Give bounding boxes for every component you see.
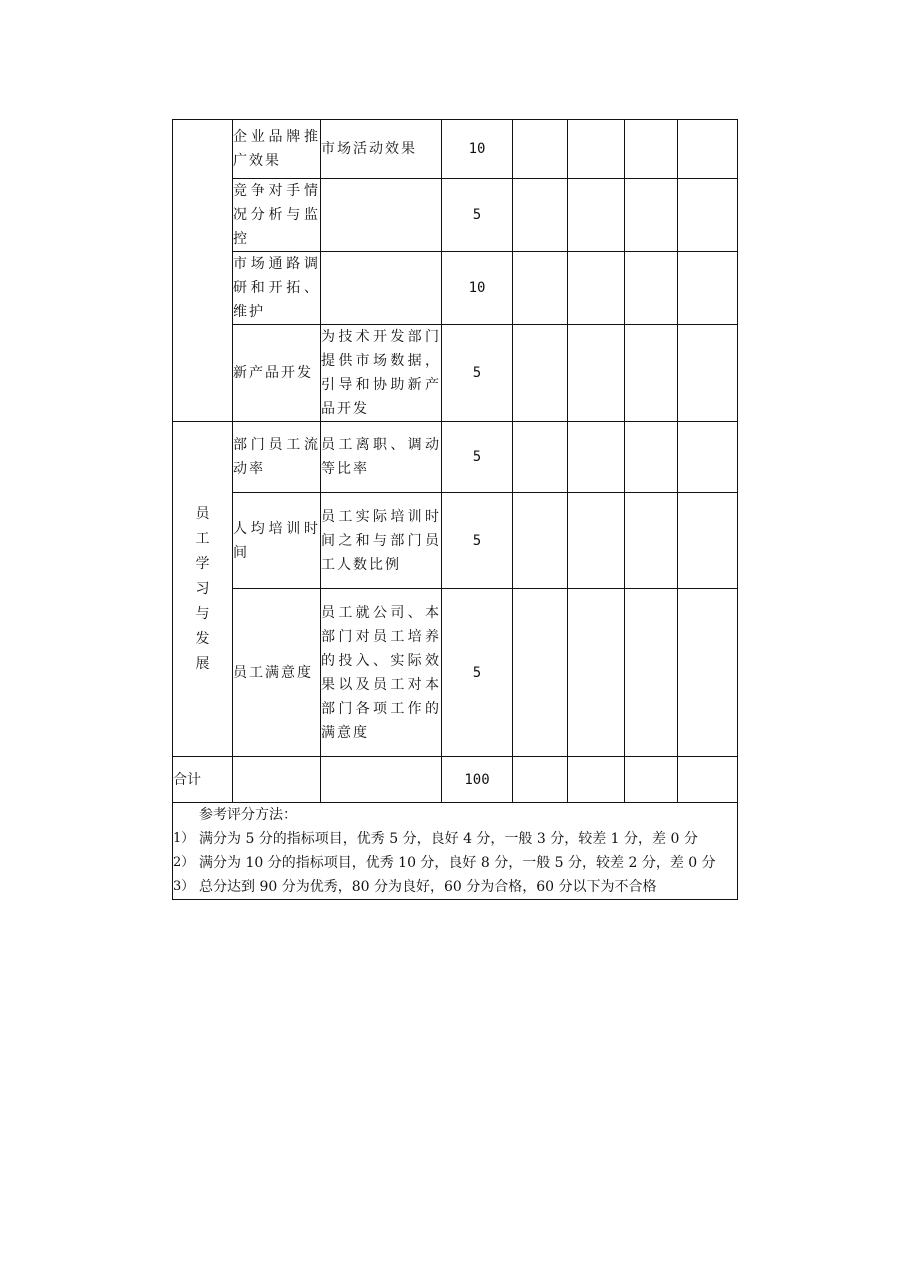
category-char: 工 — [195, 530, 210, 547]
blank-cell — [625, 325, 678, 422]
blank-cell — [513, 493, 568, 589]
indicator-description — [321, 179, 442, 252]
blank-cell — [625, 252, 678, 325]
category-char: 发 — [195, 630, 210, 647]
blank-cell — [568, 589, 625, 757]
blank-cell — [513, 179, 568, 252]
note-item — [173, 875, 737, 899]
blank-cell — [568, 757, 625, 803]
note-text: 总分达到 90 分为优秀，80 分为良好，60 分为合格，60 分以下为不合格 — [199, 879, 657, 895]
indicator-name: 市场通路调研和开拓、维护 — [233, 252, 321, 325]
note-item — [173, 851, 737, 875]
table-row — [173, 252, 738, 325]
table-row — [173, 120, 738, 179]
blank-cell — [625, 120, 678, 179]
indicator-score: 5 — [442, 179, 513, 252]
blank-cell — [568, 493, 625, 589]
blank-cell — [513, 325, 568, 422]
indicator-description: 市场活动效果 — [321, 120, 442, 179]
category-label — [195, 502, 211, 677]
indicator-score: 5 — [442, 422, 513, 493]
blank-cell — [625, 179, 678, 252]
note-number: 2） — [173, 855, 195, 870]
indicator-name: 人均培训时间 — [233, 493, 321, 589]
indicator-score: 5 — [442, 493, 513, 589]
category-cell-learning — [173, 422, 233, 757]
note-number: 1） — [173, 831, 195, 846]
blank-cell — [568, 120, 625, 179]
indicator-score: 5 — [442, 589, 513, 757]
scoring-notes — [173, 803, 738, 900]
category-char: 学 — [195, 555, 210, 572]
blank-cell — [678, 325, 738, 422]
table-row — [173, 422, 738, 493]
indicator-description — [321, 252, 442, 325]
indicator-name: 企业品牌推广效果 — [233, 120, 321, 179]
indicator-score: 5 — [442, 325, 513, 422]
indicator-score: 10 — [442, 252, 513, 325]
table-row — [173, 493, 738, 589]
blank-cell — [678, 589, 738, 757]
blank-cell — [568, 252, 625, 325]
blank-cell — [678, 422, 738, 493]
note-text: 满分为 5 分的指标项目，优秀 5 分，良好 4 分，一般 3 分，较差 1 分，差 0 分 — [199, 831, 698, 847]
kpi-table — [172, 119, 738, 900]
indicator-name: 竞争对手情况分析与监控 — [233, 179, 321, 252]
blank-cell — [678, 120, 738, 179]
note-item — [173, 827, 737, 851]
category-char: 与 — [195, 605, 210, 622]
total-score: 100 — [442, 757, 513, 803]
kpi-table-section — [172, 119, 737, 900]
total-label: 合计 — [173, 757, 233, 803]
blank-cell — [513, 120, 568, 179]
indicator-name: 新产品开发 — [233, 325, 321, 422]
category-char: 展 — [195, 655, 210, 672]
category-char: 习 — [195, 580, 210, 597]
blank-cell — [678, 252, 738, 325]
blank-cell — [513, 422, 568, 493]
blank-cell — [625, 493, 678, 589]
blank-cell — [513, 757, 568, 803]
indicator-description: 员工就公司、本部门对员工培养的投入、实际效果以及员工对本部门各项工作的满意度 — [321, 589, 442, 757]
indicator-score: 10 — [442, 120, 513, 179]
blank-cell — [678, 493, 738, 589]
indicator-name: 部门员工流动率 — [233, 422, 321, 493]
note-number: 3） — [173, 879, 195, 894]
table-row — [173, 589, 738, 757]
blank-cell — [568, 422, 625, 493]
blank-cell — [678, 179, 738, 252]
blank-cell — [625, 422, 678, 493]
indicator-description: 为技术开发部门提供市场数据，引导和协助新产品开发 — [321, 325, 442, 422]
blank-cell — [568, 325, 625, 422]
notes-row — [173, 803, 738, 900]
notes-title: 参考评分方法： — [199, 807, 297, 823]
total-row — [173, 757, 738, 803]
blank-cell — [513, 252, 568, 325]
indicator-description: 员工离职、调动等比率 — [321, 422, 442, 493]
note-text: 满分为 10 分的指标项目，优秀 10 分，良好 8 分，一般 5 分，较差 2 分，差 0 分 — [199, 855, 716, 871]
indicator-description: 员工实际培训时间之和与部门员工人数比例 — [321, 493, 442, 589]
blank-cell — [513, 589, 568, 757]
blank-cell — [321, 757, 442, 803]
blank-cell — [625, 589, 678, 757]
category-char: 员 — [195, 505, 210, 522]
table-row — [173, 179, 738, 252]
blank-cell — [233, 757, 321, 803]
blank-cell — [678, 757, 738, 803]
table-row — [173, 325, 738, 422]
category-cell-market — [173, 120, 233, 422]
blank-cell — [625, 757, 678, 803]
blank-cell — [568, 179, 625, 252]
indicator-name: 员工满意度 — [233, 589, 321, 757]
